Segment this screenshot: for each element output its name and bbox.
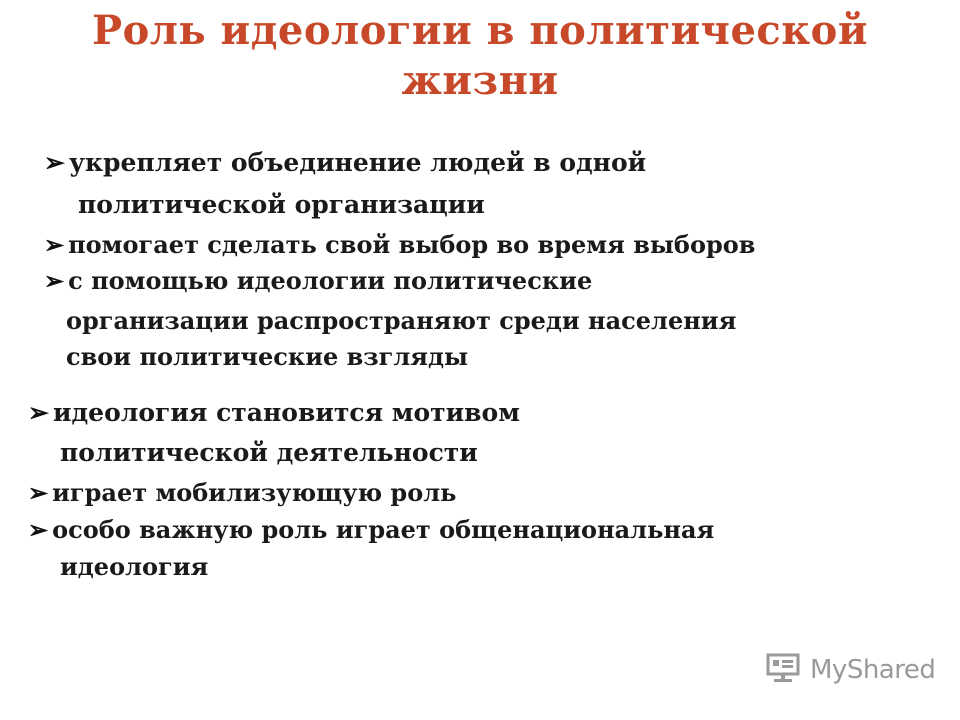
bullet-4 — [28, 398, 520, 427]
title-line-2: жизни — [401, 57, 559, 104]
projector-screen-icon — [766, 652, 804, 688]
arrow-bullet-icon: ➢ — [44, 230, 65, 259]
arrow-bullet-icon: ➢ — [28, 478, 49, 507]
bullet-3 — [44, 266, 592, 295]
watermark-text: MyShared — [810, 655, 936, 685]
bullet-5 — [28, 478, 456, 507]
bullet-3-continuation: организации распространяют среди населения — [66, 306, 737, 335]
slide-title — [0, 6, 960, 106]
arrow-bullet-icon: ➢ — [28, 515, 49, 544]
arrow-bullet-icon: ➢ — [28, 398, 49, 427]
bullet-3-continuation: свои политические взгляды — [66, 342, 469, 371]
bullet-text: особо важную роль играет общенациональная — [52, 515, 715, 544]
bullet-4-continuation: политической деятельности — [60, 438, 478, 467]
arrow-bullet-icon: ➢ — [44, 148, 65, 177]
bullet-text: укрепляет объединение людей в одной — [68, 148, 647, 177]
bullet-6-continuation: идеология — [60, 552, 209, 581]
bullet-1-continuation: политической организации — [78, 190, 485, 219]
myshared-logo — [766, 650, 935, 690]
bullet-6 — [28, 515, 714, 544]
bullet-2 — [44, 230, 755, 259]
arrow-bullet-icon: ➢ — [44, 266, 65, 295]
title-line-1: Роль идеологии в политической — [92, 7, 868, 54]
bullet-text: идеология становится мотивом — [52, 398, 520, 427]
bullet-1 — [44, 148, 646, 177]
bullet-text: играет мобилизующую роль — [52, 478, 457, 507]
bullet-text: с помощью идеологии политические — [68, 266, 593, 295]
bullet-text: помогает сделать свой выбор во время выборов — [68, 230, 756, 259]
